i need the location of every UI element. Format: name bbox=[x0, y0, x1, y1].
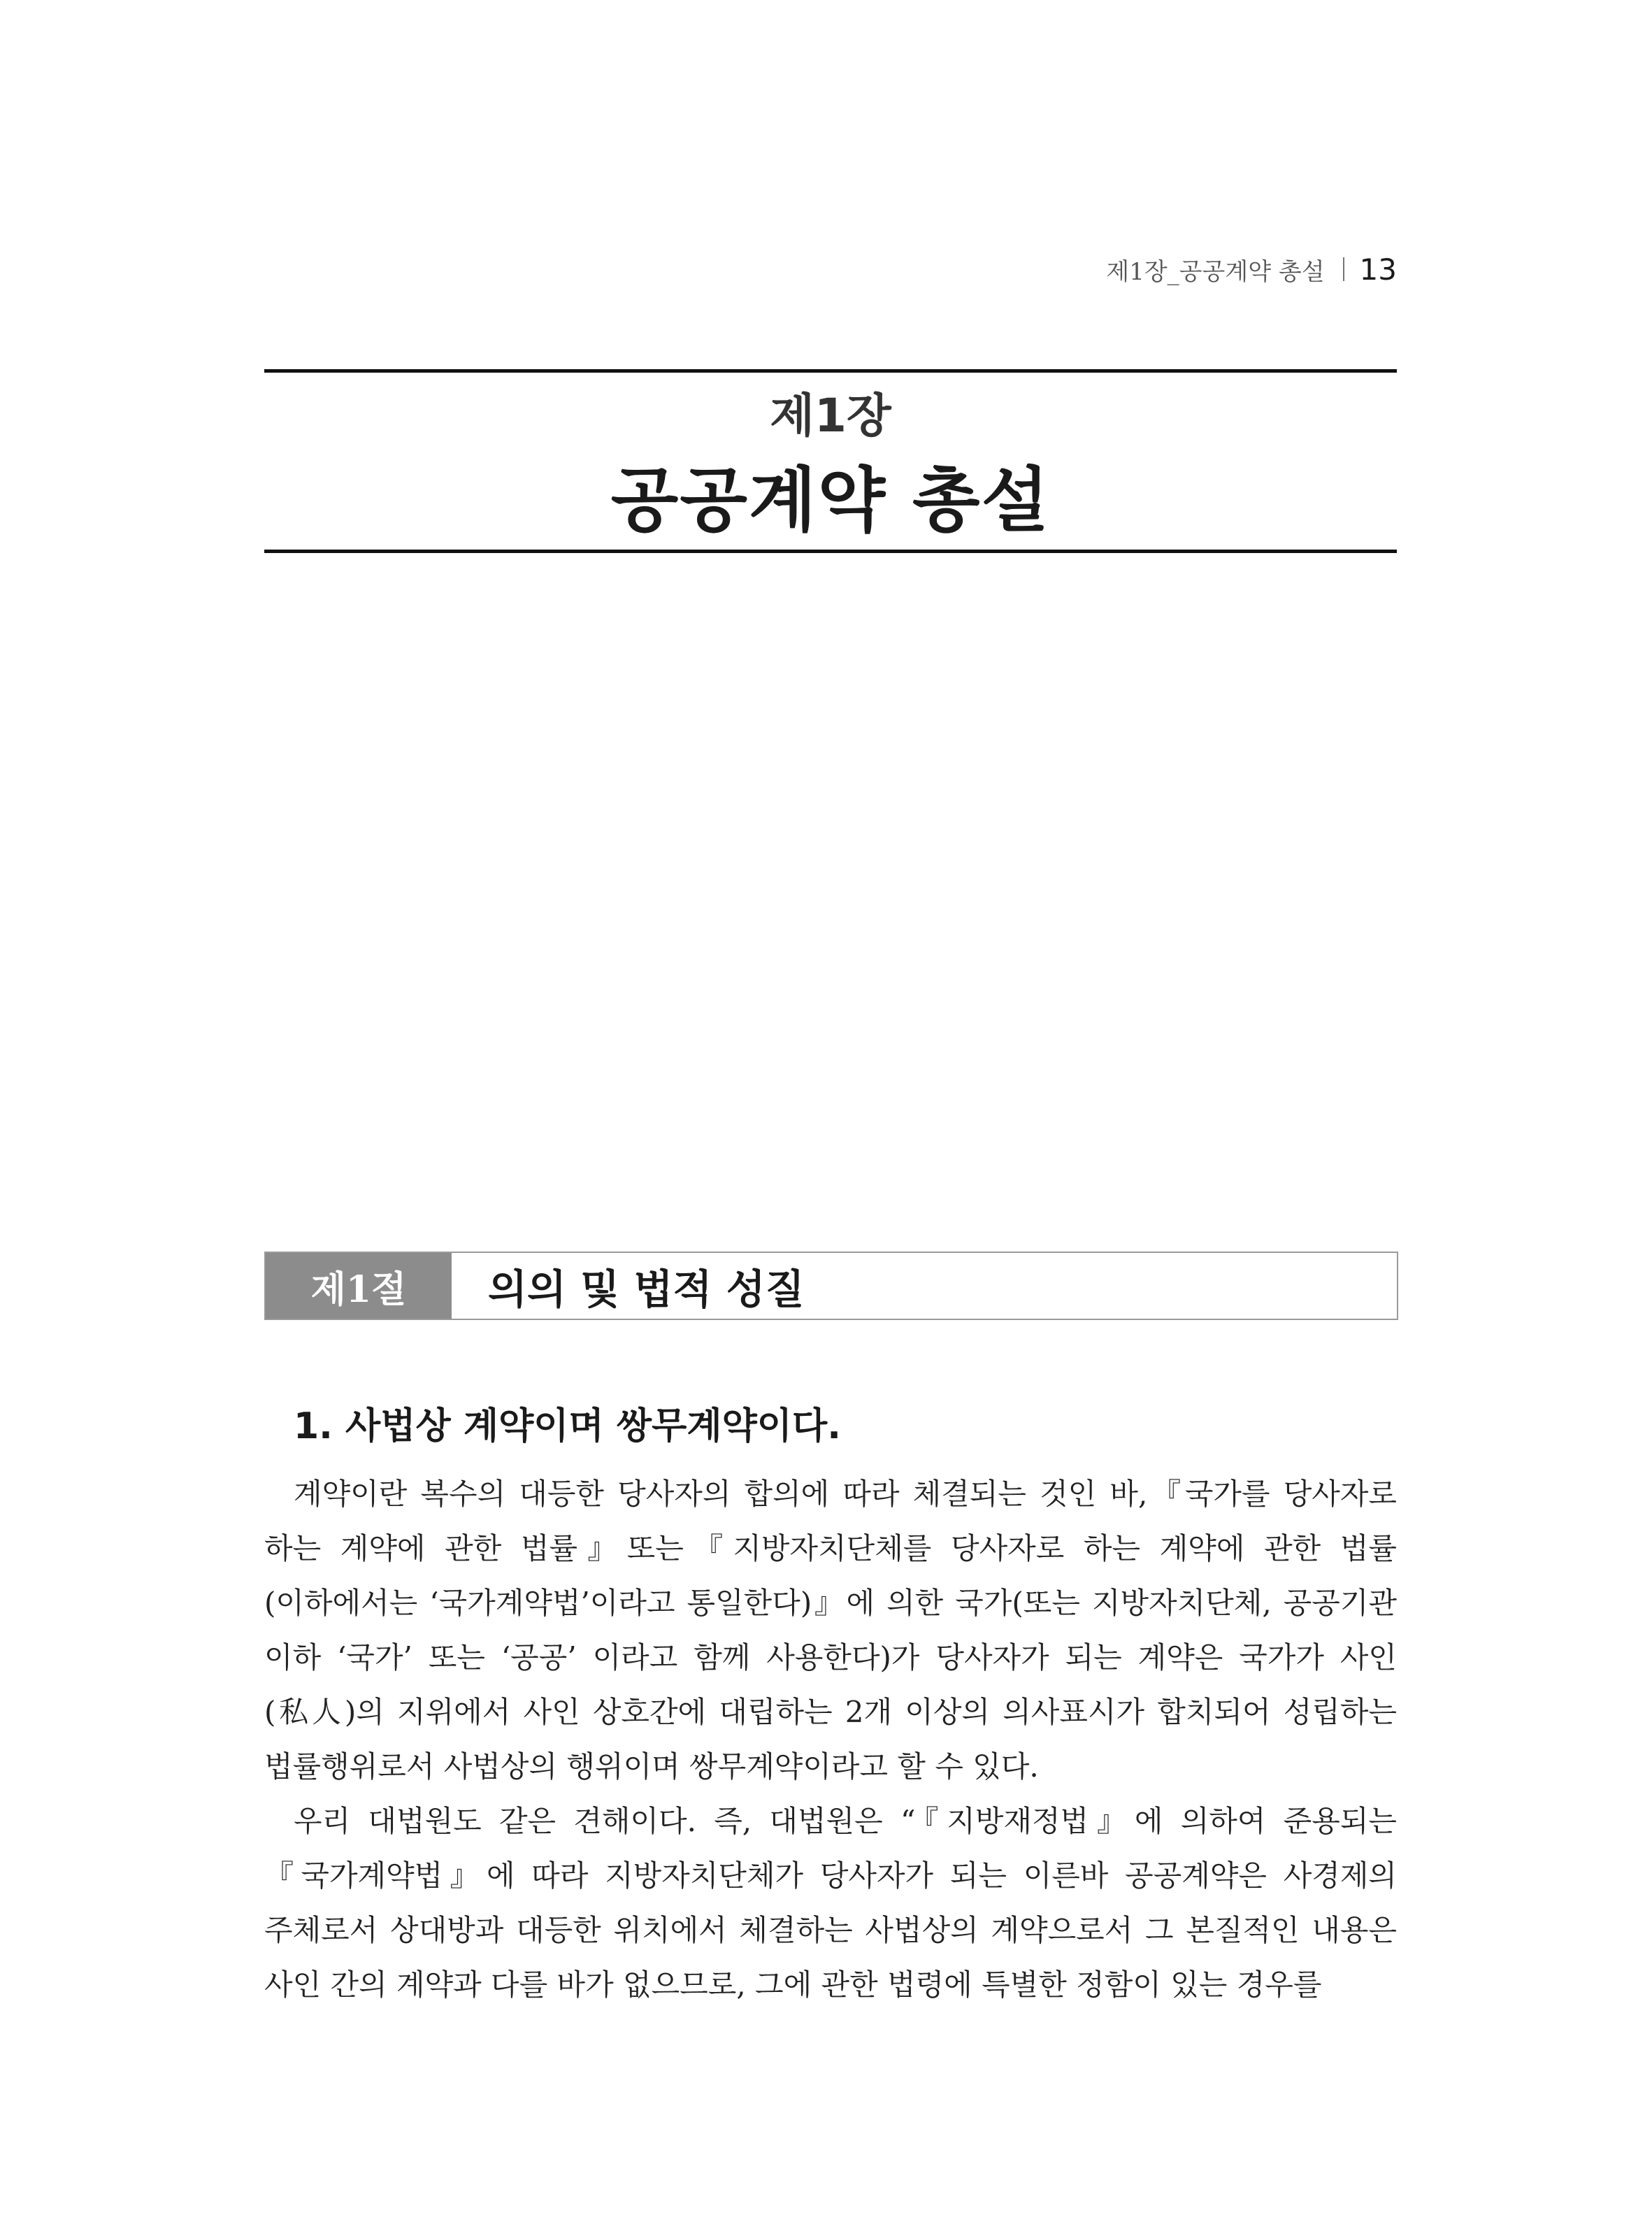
chapter-title: 공공계약 총설 bbox=[610, 459, 1051, 541]
subheading: 1. 사법상 계약이며 쌍무계약이다. bbox=[294, 1405, 842, 1447]
section-title: 의의 및 법적 성질 bbox=[488, 1266, 805, 1313]
body-text bbox=[264, 1467, 1397, 2012]
running-head-divider bbox=[1343, 257, 1344, 281]
chapter-label: 제1장 bbox=[770, 389, 891, 443]
paragraph-1: 계약이란 복수의 대등한 당사자의 합의에 따라 체결되는 것인 바,『국가를 당사자로 하는 계약에 관한 법률』또는『지방자치단체를 당사자로 하는 계약에 관한 법률(이하에서는 ‘국가계약법’이라고 통일한다)』에 의한 국가(또는 지방자치단체, 공공기관 이하 ‘국가’ 또는 ‘공공’ 이라고 함께 사용한다)가 당사자가 되는 계약은 국가가 사인(私人)의 지위에서 사인 상호간에 대립하는 2개 이상의 의사표시가 합치되어 성립하는 법률행위로서 사법상의 행위이며 쌍무계약이라고 할 수 있다. bbox=[264, 1477, 1397, 1784]
section-number: 제1절 bbox=[266, 1253, 452, 1319]
chapter-top-rule bbox=[264, 369, 1397, 373]
section-header bbox=[264, 1252, 1398, 1320]
running-head-chapter: 제1장_공공계약 총설 bbox=[1106, 257, 1325, 286]
running-head bbox=[1106, 248, 1397, 290]
paragraph-2: 우리 대법원도 같은 견해이다. 즉, 대법원은 “『지방재정법』에 의하여 준용되는『국가계약법』에 따라 지방자치단체가 당사자가 되는 이른바 공공계약은 사경제의 주체로서 상대방과 대등한 위치에서 체결하는 사법상의 계약으로서 그 본질적인 내용은 사인 간의 계약과 다를 바가 없으므로, 그에 관한 법령에 특별한 정함이 있는 경우를 bbox=[264, 1804, 1397, 2002]
chapter-bottom-rule bbox=[264, 550, 1397, 553]
page-number: 13 bbox=[1359, 252, 1397, 287]
